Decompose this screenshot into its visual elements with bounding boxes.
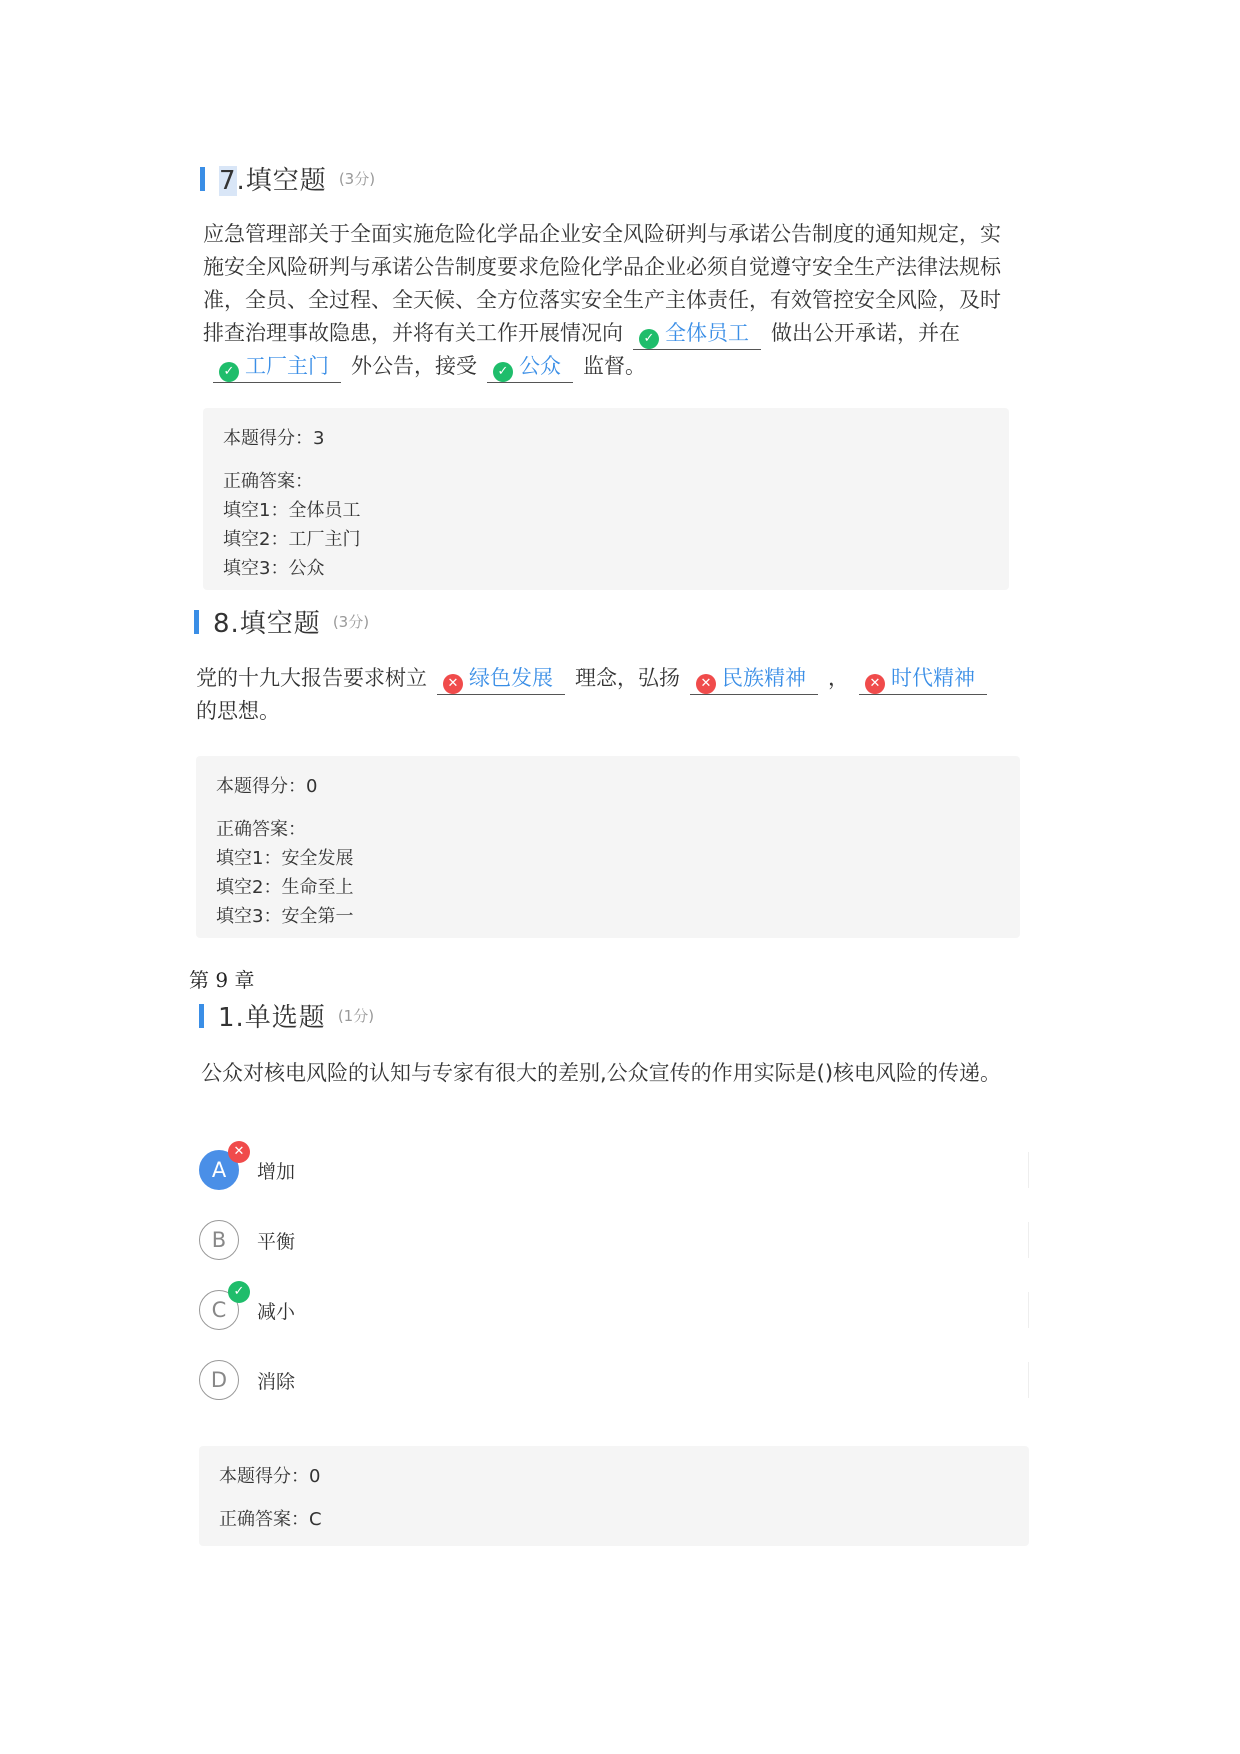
q8-blank-3: ✕ 时代精神 <box>859 664 987 695</box>
option-a[interactable] <box>199 1144 1029 1190</box>
q1-correct-answer: 正确答案：C <box>219 1509 322 1530</box>
q1-question-text: 公众对核电风险的认知与专家有很大的差别,公众宣传的作用实际是()核电风险的传递。 <box>201 1061 1002 1085</box>
cross-circle-icon: ✕ <box>443 674 463 694</box>
q7-answer-2: 填空2：工厂主门 <box>223 529 361 550</box>
check-circle-icon: ✓ <box>493 362 513 382</box>
cross-circle-icon: ✕ <box>865 674 885 694</box>
option-a-circle[interactable]: A ✕ <box>199 1150 239 1190</box>
q8-accent-bar <box>194 610 199 634</box>
option-d[interactable] <box>199 1360 1029 1400</box>
chapter-heading: 第 9 章 <box>189 968 255 992</box>
option-c-circle[interactable]: C ✓ <box>199 1290 239 1330</box>
check-circle-icon: ✓ <box>219 362 239 382</box>
option-a-label: 增加 <box>257 1160 296 1183</box>
option-c[interactable] <box>199 1284 1029 1330</box>
q7-correct-label: 正确答案： <box>223 471 313 492</box>
option-b-label: 平衡 <box>257 1230 296 1253</box>
q7-points: (3分) <box>338 170 376 188</box>
check-circle-icon: ✓ <box>228 1281 250 1303</box>
q8-points: (3分) <box>332 613 370 631</box>
q7-question-text: 应急管理部关于全面实施危险化学品企业安全风险研判与承诺公告制度的通知规定，实施安全风险研判与承诺公告制度要求危险化学品企业必须自觉遵守安全生产法律法规标准，全员、全过程、全天候、全方位落实安全生产主体责任，有效管控安全风险，及时排查治理事故隐患，并将有关工作开展情况向 ✓ 全体员工 做出公开承诺，并在✓ 工厂主门 外公告，接受 ✓ 公众 监督。 <box>203 218 1003 383</box>
check-circle-icon: ✓ <box>639 329 659 349</box>
q1-accent-bar <box>199 1004 204 1028</box>
q8-blank-2: ✕ 民族精神 <box>690 664 818 695</box>
q7-accent-bar <box>200 167 205 191</box>
q1-header <box>199 997 374 1034</box>
q8-answer-2: 填空2：生命至上 <box>216 877 354 898</box>
q1-answer-box <box>199 1446 1029 1546</box>
q8-title: 8.填空题 <box>213 609 321 639</box>
q7-answer-3: 填空3：公众 <box>223 558 325 579</box>
option-divider <box>1028 1362 1029 1398</box>
q7-title: 7.填空题 <box>219 166 327 196</box>
q1-title: 1.单选题 <box>218 1003 326 1033</box>
q8-header <box>194 603 369 640</box>
q7-answer-1: 填空1：全体员工 <box>223 500 361 521</box>
option-b-circle[interactable]: B <box>199 1220 239 1260</box>
option-divider <box>1028 1152 1029 1188</box>
q7-blank-2: ✓ 工厂主门 <box>213 352 341 383</box>
q8-correct-label: 正确答案： <box>216 819 306 840</box>
option-d-circle[interactable]: D <box>199 1360 239 1400</box>
q8-blank-1: ✕ 绿色发展 <box>437 664 565 695</box>
q7-blank-1: ✓ 全体员工 <box>633 319 761 350</box>
q1-result-score: 本题得分：0 <box>219 1466 321 1487</box>
q8-answer-3: 填空3：安全第一 <box>216 906 354 927</box>
q8-question-text: 党的十九大报告要求树立 ✕ 绿色发展 理念，弘扬 ✕ 民族精神 ， ✕ 时代精神的思想。 <box>196 662 1008 728</box>
q7-header <box>200 160 375 197</box>
option-divider <box>1028 1292 1029 1328</box>
q8-result-score: 本题得分：0 <box>216 776 318 797</box>
cross-circle-icon: ✕ <box>228 1141 250 1163</box>
q7-answer-box <box>203 408 1009 590</box>
q8-answer-1: 填空1：安全发展 <box>216 848 354 869</box>
cross-circle-icon: ✕ <box>696 674 716 694</box>
q8-answer-box <box>196 756 1020 938</box>
option-b[interactable] <box>199 1220 1029 1260</box>
q1-points: (1分) <box>337 1007 375 1025</box>
option-c-label: 减小 <box>257 1300 296 1323</box>
option-d-label: 消除 <box>257 1370 296 1393</box>
option-divider <box>1028 1222 1029 1258</box>
q7-blank-3: ✓ 公众 <box>487 352 573 383</box>
q7-result-score: 本题得分：3 <box>223 428 325 449</box>
